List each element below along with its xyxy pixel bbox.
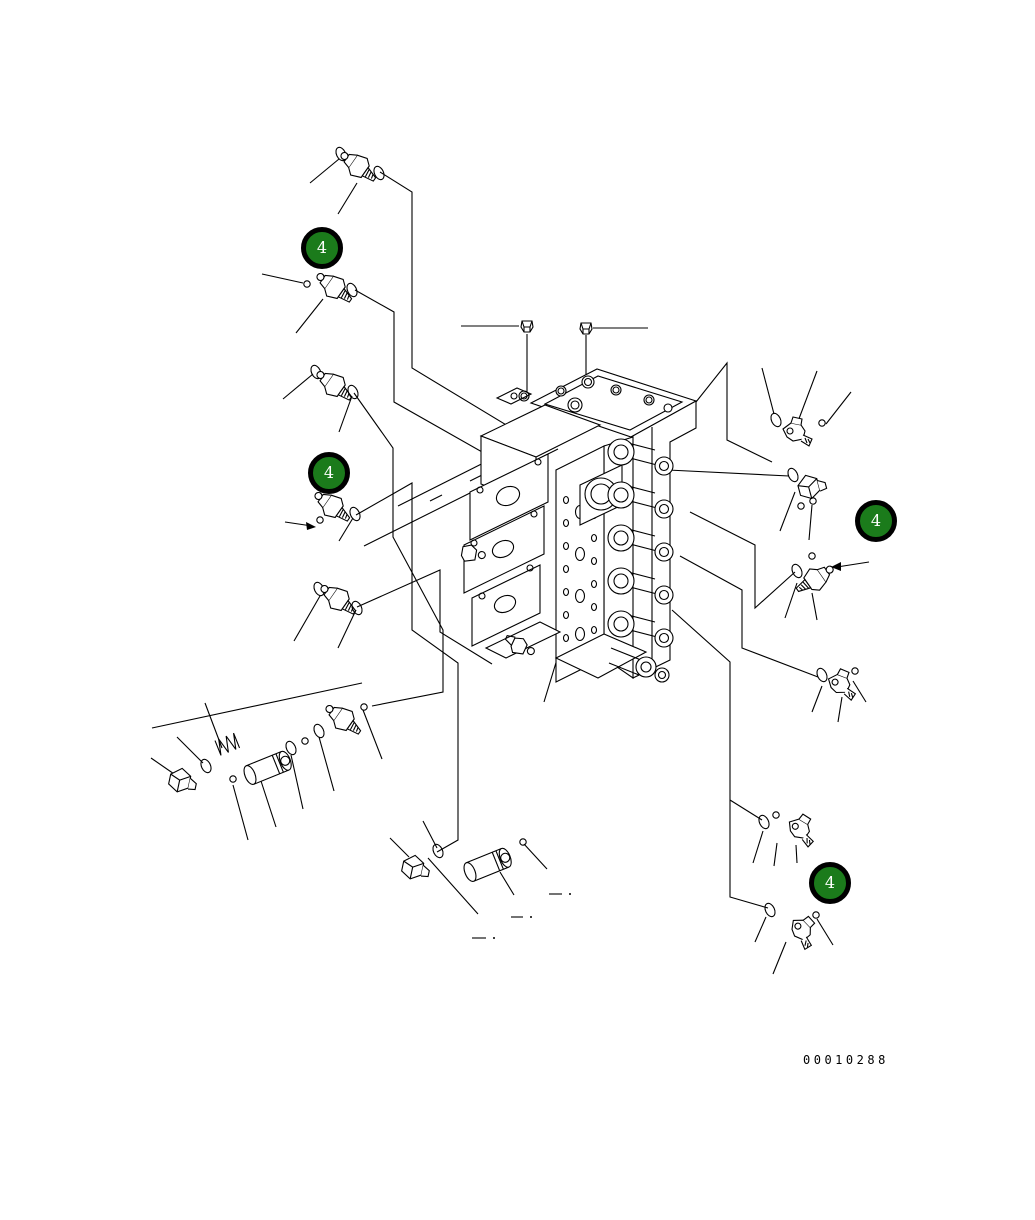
fitting-group-bottom-center bbox=[400, 839, 526, 883]
top-bolt-left bbox=[461, 321, 533, 398]
fitting-group-right-upper bbox=[786, 467, 828, 509]
callout-label: 4 bbox=[323, 463, 335, 482]
callout-balloon-3[interactable] bbox=[855, 500, 897, 542]
fitting-group-left-low bbox=[312, 578, 364, 621]
main-control-valve bbox=[461, 369, 696, 682]
callout-balloon-4[interactable] bbox=[809, 862, 851, 904]
fitting-chain-bottom-left bbox=[167, 698, 367, 795]
fitting-group-right-low bbox=[757, 811, 821, 848]
fitting-group-right-top bbox=[769, 412, 825, 446]
callout-balloon-1[interactable] bbox=[301, 227, 343, 269]
fitting-group-right-mid bbox=[815, 667, 859, 701]
fitting-group-callout3 bbox=[790, 553, 839, 601]
callout-label: 4 bbox=[316, 238, 328, 257]
callout-balloon-2[interactable] bbox=[308, 452, 350, 494]
fitting-group-callout4 bbox=[763, 902, 824, 951]
fitting-group-top bbox=[334, 145, 386, 188]
drawing-number: 00010288 bbox=[803, 1053, 889, 1067]
callout-label: 4 bbox=[870, 511, 882, 530]
fitting-group-left-mid bbox=[309, 364, 360, 407]
fitting-group-callout1 bbox=[304, 266, 359, 309]
callout-label: 4 bbox=[824, 873, 836, 892]
